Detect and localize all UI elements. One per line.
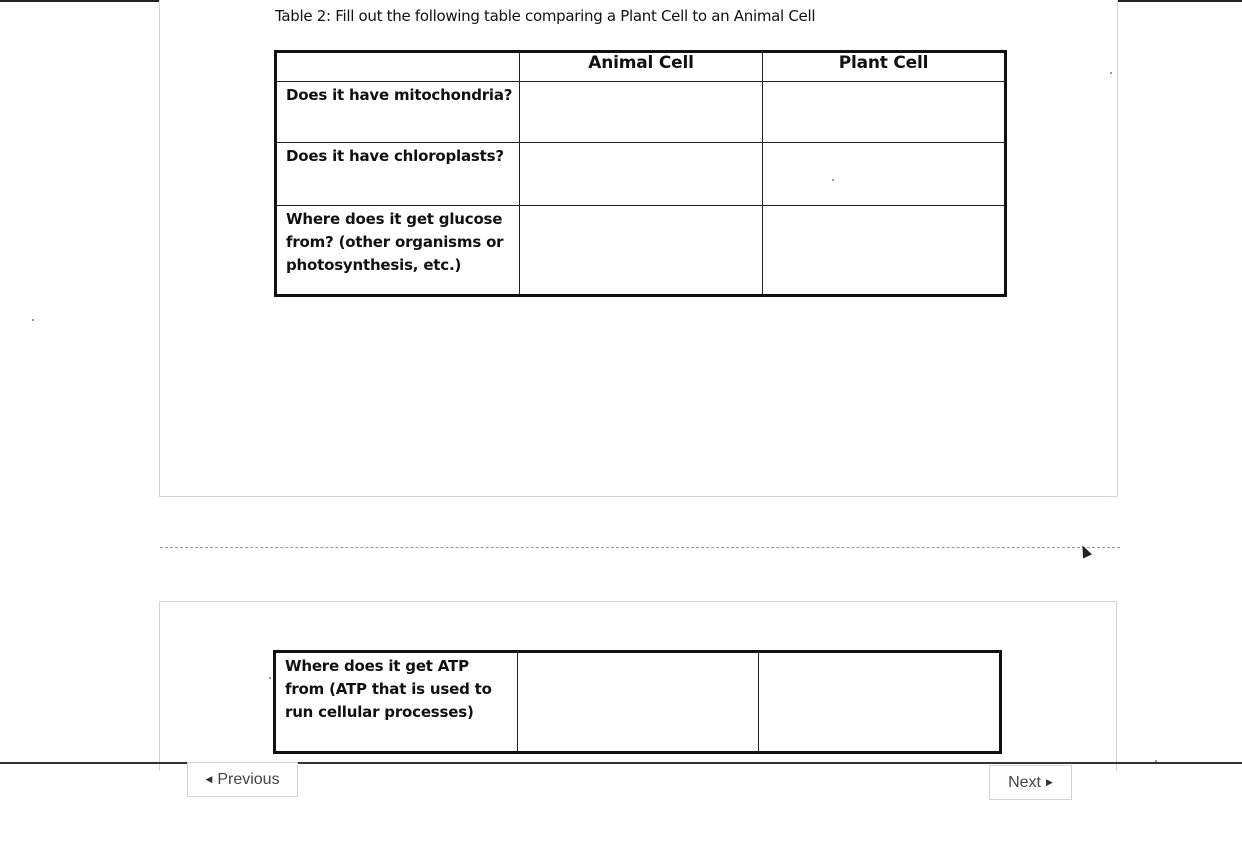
next-button[interactable] bbox=[989, 765, 1072, 800]
question-mitochondria: Does it have mitochondria? bbox=[286, 86, 513, 104]
answer-cell-animal[interactable] bbox=[520, 143, 763, 206]
question-cell bbox=[276, 82, 520, 143]
answer-cell-plant[interactable] bbox=[759, 652, 1001, 753]
answer-cell-plant[interactable] bbox=[763, 82, 1006, 143]
question-cell bbox=[276, 206, 520, 296]
table-row bbox=[276, 143, 1006, 206]
question-cell bbox=[275, 652, 518, 753]
previous-button[interactable] bbox=[187, 762, 298, 797]
header-animal-cell: Animal Cell bbox=[520, 52, 763, 82]
answer-cell-animal[interactable] bbox=[520, 82, 763, 143]
answer-cell-plant[interactable] bbox=[763, 206, 1006, 296]
table-row bbox=[276, 82, 1006, 143]
page-break-divider bbox=[160, 547, 1120, 548]
scan-speck bbox=[832, 179, 834, 181]
answer-cell-plant[interactable] bbox=[763, 143, 1006, 206]
question-cell bbox=[276, 143, 520, 206]
scan-speck bbox=[1155, 760, 1157, 762]
next-label: Next bbox=[1008, 773, 1041, 791]
scan-speck bbox=[269, 677, 271, 679]
question-glucose: Where does it get glucose from? (other organisms or photosynthesis, etc.) bbox=[286, 210, 504, 274]
table-row bbox=[275, 652, 1001, 753]
header-blank bbox=[276, 52, 520, 82]
answer-cell-animal[interactable] bbox=[518, 652, 759, 753]
scan-speck bbox=[32, 319, 34, 321]
previous-label: Previous bbox=[217, 770, 280, 788]
comparison-table-continued bbox=[273, 650, 1002, 754]
comparison-table bbox=[274, 50, 1007, 297]
scan-speck bbox=[1110, 72, 1112, 74]
table-row bbox=[276, 206, 1006, 296]
answer-cell-animal[interactable] bbox=[520, 206, 763, 296]
caret-left-icon: ◀ bbox=[205, 774, 213, 784]
question-chloroplasts: Does it have chloroplasts? bbox=[286, 147, 504, 165]
table-caption: Table 2: Fill out the following table comparing a Plant Cell to an Animal Cell bbox=[275, 7, 816, 25]
question-atp: Where does it get ATP from (ATP that is used to run cellular processes) bbox=[285, 657, 492, 721]
header-plant-cell: Plant Cell bbox=[763, 52, 1006, 82]
table-header-row bbox=[276, 52, 1006, 82]
mouse-pointer-icon bbox=[1078, 543, 1092, 558]
caret-right-icon: ▶ bbox=[1045, 777, 1053, 787]
